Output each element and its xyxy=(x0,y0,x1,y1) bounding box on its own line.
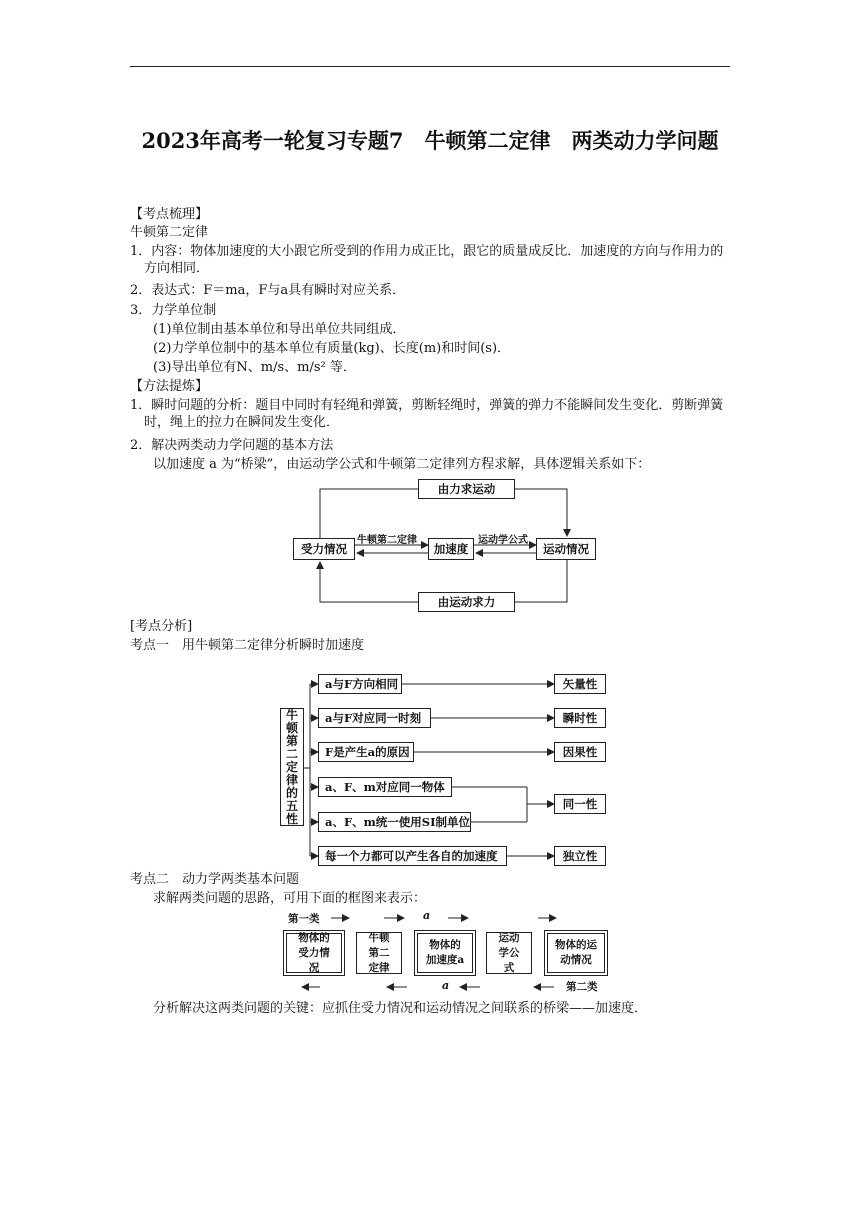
box-item-independent: 每一个力都可以产生各自的加速度 xyxy=(318,846,507,866)
item-unit-system: 3．力学单位制 xyxy=(130,303,217,318)
point-one-title: 考点一 用牛顿第二定律分析瞬时加速度 xyxy=(130,638,365,653)
box-item-same-object: a、F、m对应同一物体 xyxy=(318,777,452,797)
box-result-instant: 瞬时性 xyxy=(554,708,606,728)
box-acceleration: 加速度 xyxy=(428,538,474,560)
box-result-identity: 同一性 xyxy=(554,794,606,814)
label-a-bottom: a xyxy=(442,979,450,992)
item-unit-3: (3)导出单位有N、m/s、m/s² 等． xyxy=(153,360,356,375)
point-two-desc: 求解两类问题的思路，可用下面的框图来表示： xyxy=(153,891,427,906)
box-motion-condition: 运动情况 xyxy=(536,538,596,560)
label-newton-second-law: 牛顿第二定律 xyxy=(357,535,417,546)
label-first-type: 第一类 xyxy=(288,913,320,925)
box-result-independence: 独立性 xyxy=(554,846,606,866)
item-expression: 2．表达式：F＝ma，F与a具有瞬时对应关系． xyxy=(130,283,406,298)
item-unit-2: (2)力学单位制中的基本单位有质量(kg)、长度(m)和时间(s)． xyxy=(153,341,511,356)
box-item-si-units: a、F、m统一使用SI制单位 xyxy=(318,812,471,832)
box-motion-to-force: 由运动求力 xyxy=(418,592,515,612)
box-object-acceleration: 物体的加速度a xyxy=(414,930,476,976)
box-item-cause: F是产生a的原因 xyxy=(318,742,414,762)
method-item-2-desc: 以加速度 a 为“桥梁”，由运动学公式和牛顿第二定律列方程求解，具体逻辑关系如下： xyxy=(153,457,651,472)
box-result-causal: 因果性 xyxy=(554,742,606,762)
label-second-type: 第二类 xyxy=(566,981,598,993)
box-item-same-time: a与F对应同一时刻 xyxy=(318,708,431,728)
page-title: 2023年高考一轮复习专题7 牛顿第二定律 两类动力学问题 xyxy=(141,128,719,153)
label-a-top: a xyxy=(423,909,431,922)
label-kinematics: 运动学公式 xyxy=(478,535,528,546)
item-content: 1．内容：物体加速度的大小跟它所受到的作用力成正比，跟它的质量成反比．加速度的方向与作用力的方向相同． xyxy=(130,244,724,276)
box-force-to-motion: 由力求运动 xyxy=(418,479,515,499)
box-force-situation: 物体的受力情况 xyxy=(283,930,345,976)
box-motion-situation: 物体的运动情况 xyxy=(544,930,608,976)
point-two-title: 考点二 动力学两类基本问题 xyxy=(130,872,300,887)
method-item-2: 2．解决两类动力学问题的基本方法 xyxy=(130,438,334,453)
box-newton-law: 牛顿第二定律 xyxy=(356,932,402,974)
box-five-properties: 牛顿第二定律的五性 xyxy=(280,708,304,826)
box-force-condition: 受力情况 xyxy=(293,538,355,560)
conclusion-text: 分析解决这两类问题的关键：应抓住受力情况和运动情况之间联系的桥梁——加速度． xyxy=(153,1001,648,1016)
box-item-direction: a与F方向相同 xyxy=(318,674,402,694)
item-unit-1: (1)单位制由基本单位和导出单位共同组成． xyxy=(153,322,406,337)
section-header-method: 【方法提炼】 xyxy=(130,379,209,394)
box-kinematic-formula: 运动学公式 xyxy=(486,932,532,974)
section-header-review: 【考点梳理】 xyxy=(130,207,209,222)
method-item-1: 1．瞬时问题的分析：题目中同时有轻绳和弹簧，剪断轻绳时，弹簧的弹力不能瞬间发生变化．剪断弹簧时，绳上的拉力在瞬间发生变化． xyxy=(130,398,724,430)
box-result-vector: 矢量性 xyxy=(554,674,606,694)
subtitle-newton-law: 牛顿第二定律 xyxy=(130,225,209,240)
section-header-analysis: [考点分析] xyxy=(130,619,193,634)
